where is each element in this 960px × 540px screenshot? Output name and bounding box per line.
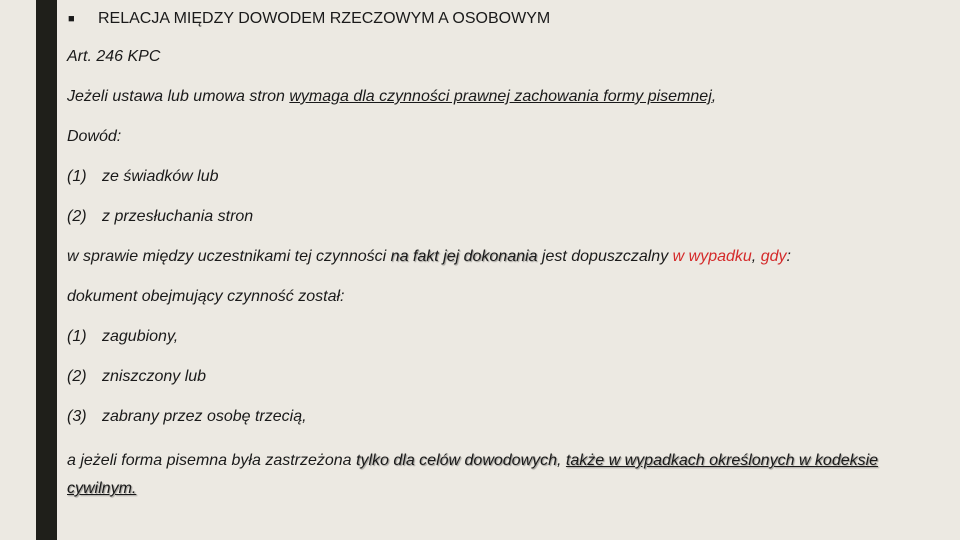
condition-paragraph [67, 87, 716, 107]
document-item-text: zabrany przez osobę trzecią, [102, 408, 307, 425]
side-accent-bar [36, 0, 57, 540]
condition-underlined: wymaga dla czynności prawnej zachowania formy pisemnej [289, 88, 712, 105]
proof-item-text: z przesłuchania stron [102, 208, 254, 225]
final-middle: , [557, 452, 566, 469]
proof-item-text: ze świadków lub [102, 168, 219, 185]
document-item-number: (2) [67, 368, 87, 385]
dispute-middle: jest dopuszczalny [537, 248, 673, 265]
document-item-text: zagubiony, [102, 328, 179, 345]
dispute-red-phrase: w wypadku [672, 248, 752, 265]
final-paragraph [67, 447, 917, 503]
final-underlined: także w wypadkach określonych w kodeksie cywilnym. [67, 452, 879, 497]
proof-item [67, 207, 253, 227]
dispute-comma: , [751, 248, 761, 265]
slide-title [68, 9, 550, 29]
condition-suffix: , [711, 88, 717, 105]
dispute-suffix: : [786, 248, 791, 265]
dispute-emphasis: na fakt jej dokonania [390, 248, 538, 265]
article-reference: Art. 246 KPC [67, 48, 161, 65]
document-label: dokument obejmujący czynność został: [67, 288, 345, 305]
final-prefix: a jeżeli forma pisemna była zastrzeżona [67, 452, 357, 469]
dispute-red-word: gdy [760, 248, 787, 265]
proof-label: Dowód: [67, 128, 122, 145]
document-item-number: (1) [67, 328, 87, 345]
proof-item-number: (2) [67, 208, 87, 225]
document-item [67, 327, 178, 347]
document-item [67, 407, 307, 427]
title-bullet: ■ [68, 13, 75, 25]
document-item [67, 367, 206, 387]
proof-item-number: (1) [67, 168, 87, 185]
document-item-text: zniszczony lub [102, 368, 207, 385]
document-item-number: (3) [67, 408, 87, 425]
final-emphasis: tylko dla celów dowodowych [356, 452, 558, 469]
dispute-paragraph [67, 247, 791, 267]
proof-item [67, 167, 219, 187]
title-text: RELACJA MIĘDZY DOWODEM RZECZOWYM A OSOBOWYM [98, 10, 551, 27]
dispute-prefix: w sprawie między uczestnikami tej czynności [67, 248, 391, 265]
condition-prefix: Jeżeli ustawa lub umowa stron [67, 88, 290, 105]
